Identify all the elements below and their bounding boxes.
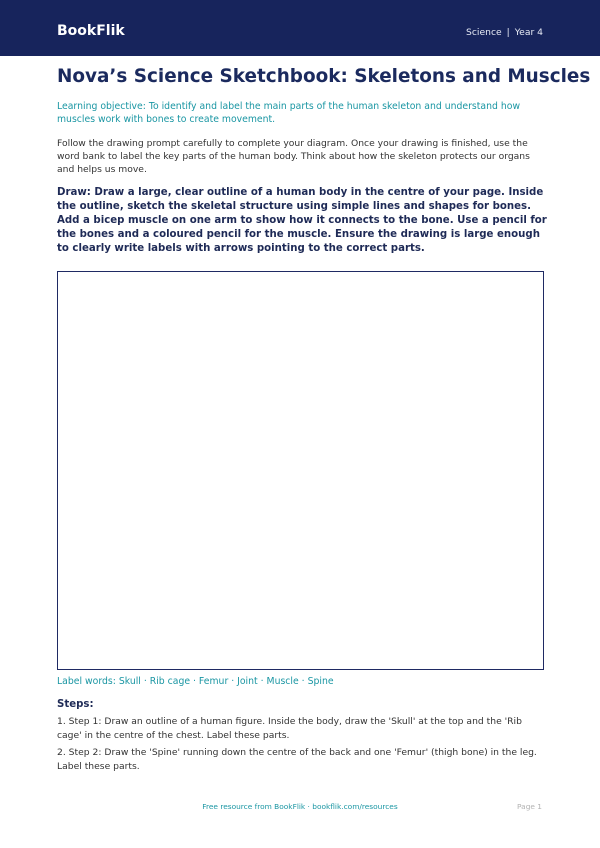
subject-label: Science [466,27,502,38]
page-header [0,0,600,56]
steps-list [57,715,545,777]
year-label: Year 4 [514,27,543,38]
step-item-1: 1. Step 1: Draw an outline of a human figure. Inside the body, draw the 'Skull' at the top and the 'Rib cage' in the centre of the chest. Label these parts. [57,716,522,741]
page-title: Nova’s Science Sketchbook: Skeletons and Muscles [57,66,591,87]
footer-credit[interactable]: Free resource from BookFlik · bookflik.com/resources [202,802,398,811]
brand-logo-text[interactable]: BookFlik [57,23,125,39]
draw-prompt: Draw: Draw a large, clear outline of a human body in the centre of your page. Inside the outline, sketch the skeletal structure using simple lines and shapes for bones. Add a bicep muscle on one arm to show how it connects to the bone. Use a pencil for the bones and a coloured pencil for the muscle. Ensure the drawing is large enough to clearly write labels with arrows pointing to the correct parts. [57,187,547,254]
drawing-area[interactable] [57,271,544,670]
steps-heading: Steps: [57,699,94,710]
step-item-2: 2. Step 2: Draw the 'Spine' running down the centre of the back and one 'Femur' (thigh bone) in the leg. Label these parts. [57,747,537,772]
intro-paragraph: Follow the drawing prompt carefully to complete your diagram. Once your drawing is finished, use the word bank to label the key parts of the human body. Think about how the skeleton protects our organs and helps us move. [57,138,530,175]
meta-separator: | [506,27,510,38]
learning-objective: Learning objective: To identify and label the main parts of the human skeleton and understand how muscles work with bones to create movement. [57,101,521,125]
label-word-bank: Label words: Skull · Rib cage · Femur · Joint · Muscle · Spine [57,676,334,687]
page-number: Page 1 [517,802,542,811]
subject-year-label [466,27,543,39]
